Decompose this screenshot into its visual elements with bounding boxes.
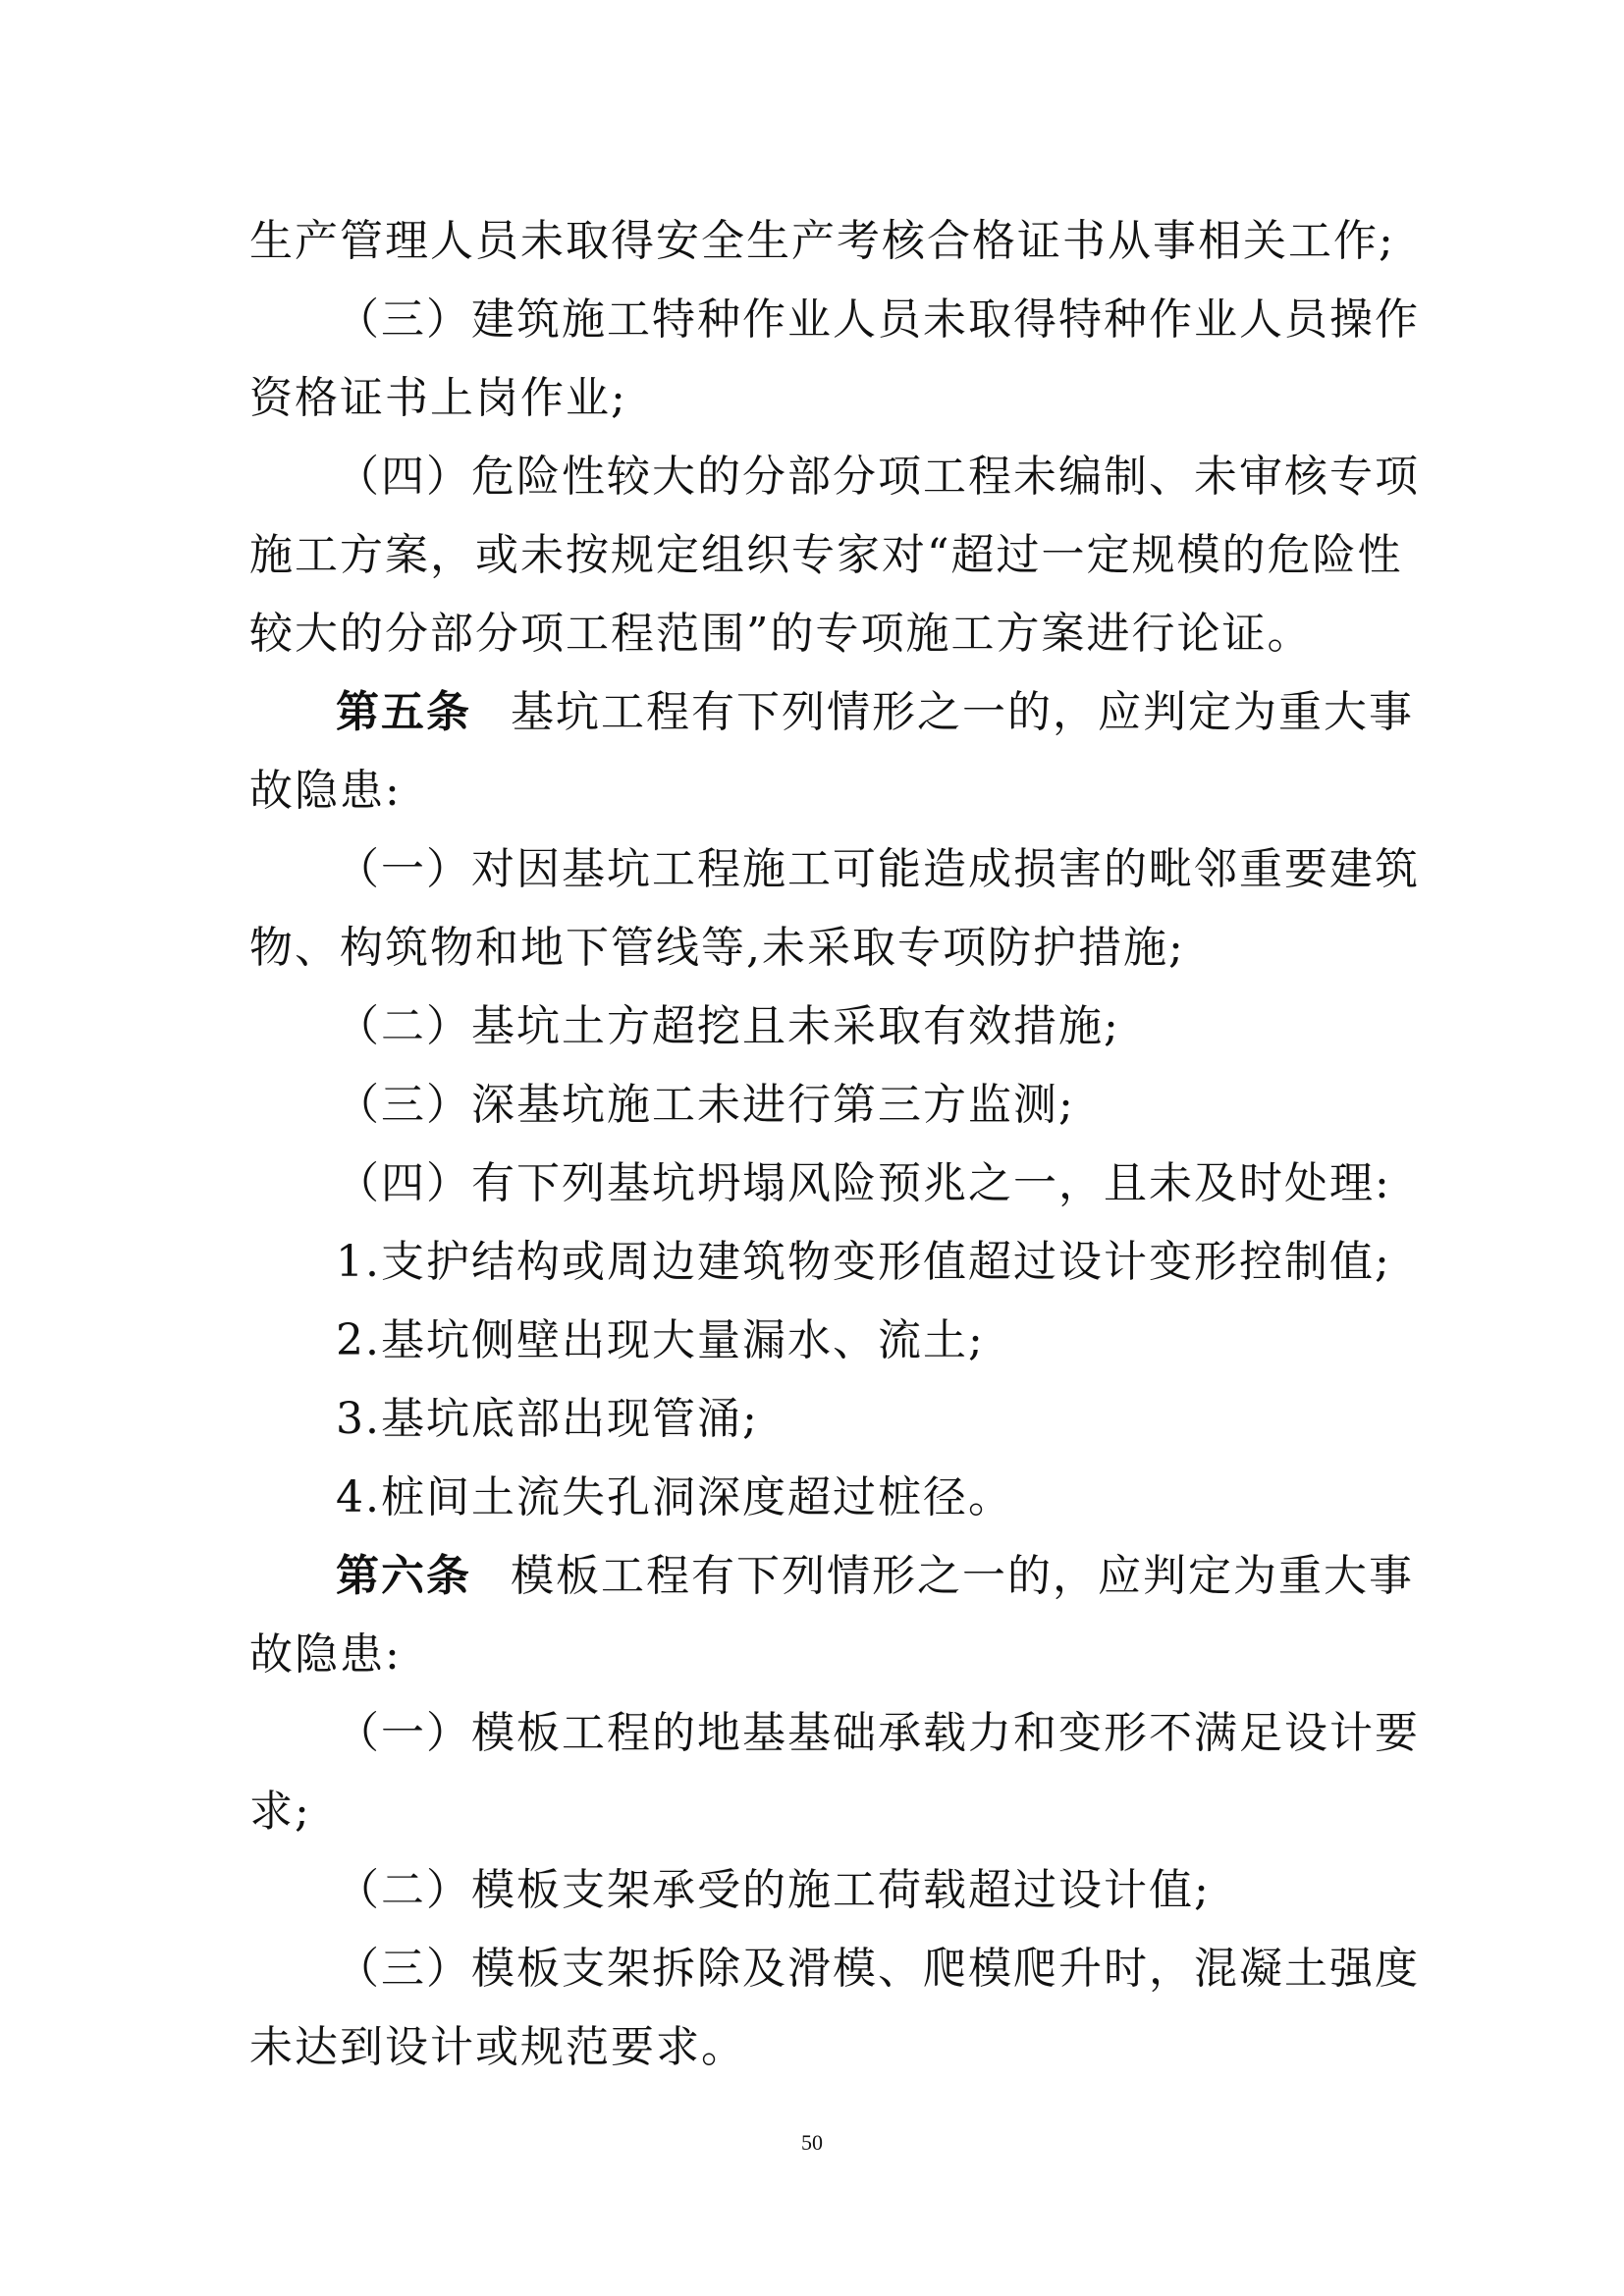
text-line: 物、构筑物和地下管线等,未采取专项防护措施; (249, 923, 1185, 973)
article-6-heading: 第六条 (336, 1551, 471, 1601)
text-line: 施工方案，或未按规定组织专家对“超过一定规模的危险性 (249, 530, 1403, 580)
article-5-heading: 第五条 (336, 687, 471, 737)
article-6-line (336, 1537, 1414, 1616)
text-line: 模板工程有下列情形之一的，应判定为重大事 (511, 1551, 1414, 1601)
text-line: 故隐患: (249, 766, 402, 816)
text-line: 4.桩间土流失孔洞深度超过桩径。 (336, 1472, 1013, 1522)
text-line: （二）模板支架承受的施工荷载超过设计值; (336, 1865, 1211, 1915)
text-line: 2.基坑侧壁出现大量漏水、流土; (336, 1315, 985, 1365)
text-line: （四）有下列基坑坍塌风险预兆之一，且未及时处理: (336, 1158, 1391, 1208)
text-line: （三）深基坑施工未进行第三方监测; (336, 1080, 1075, 1130)
page-number: 50 (801, 2130, 823, 2155)
text-line: （四）危险性较大的分部分项工程未编制、未审核专项 (336, 452, 1420, 502)
text-line: 资格证书上岗作业; (249, 373, 627, 423)
text-line: （一）模板工程的地基基础承载力和变形不满足设计要 (336, 1708, 1420, 1758)
text-line: 3.基坑底部出现管涌; (336, 1394, 759, 1444)
text-line: 较大的分部分项工程范围”的专项施工方案进行论证。 (249, 609, 1313, 659)
text-line: （三）模板支架拆除及滑模、爬模爬升时，混凝土强度 (336, 1944, 1420, 1994)
text-line: 故隐患: (249, 1629, 402, 1680)
text-line: 基坑工程有下列情形之一的，应判定为重大事 (511, 687, 1414, 737)
article-5-line (336, 673, 1414, 752)
text-line: （二）基坑土方超挖且未采取有效措施; (336, 1001, 1120, 1051)
text-line: （三）建筑施工特种作业人员未取得特种作业人员操作 (336, 294, 1420, 345)
text-line: 求; (249, 1787, 311, 1837)
text-line: 未达到设计或规范要求。 (249, 2022, 746, 2072)
text-line: （一）对因基坑工程施工可能造成损害的毗邻重要建筑 (336, 844, 1420, 894)
text-line: 1.支护结构或周边建筑物变形值超过设计变形控制值; (336, 1237, 1391, 1287)
text-line: 生产管理人员未取得安全生产考核合格证书从事相关工作; (249, 216, 1395, 266)
